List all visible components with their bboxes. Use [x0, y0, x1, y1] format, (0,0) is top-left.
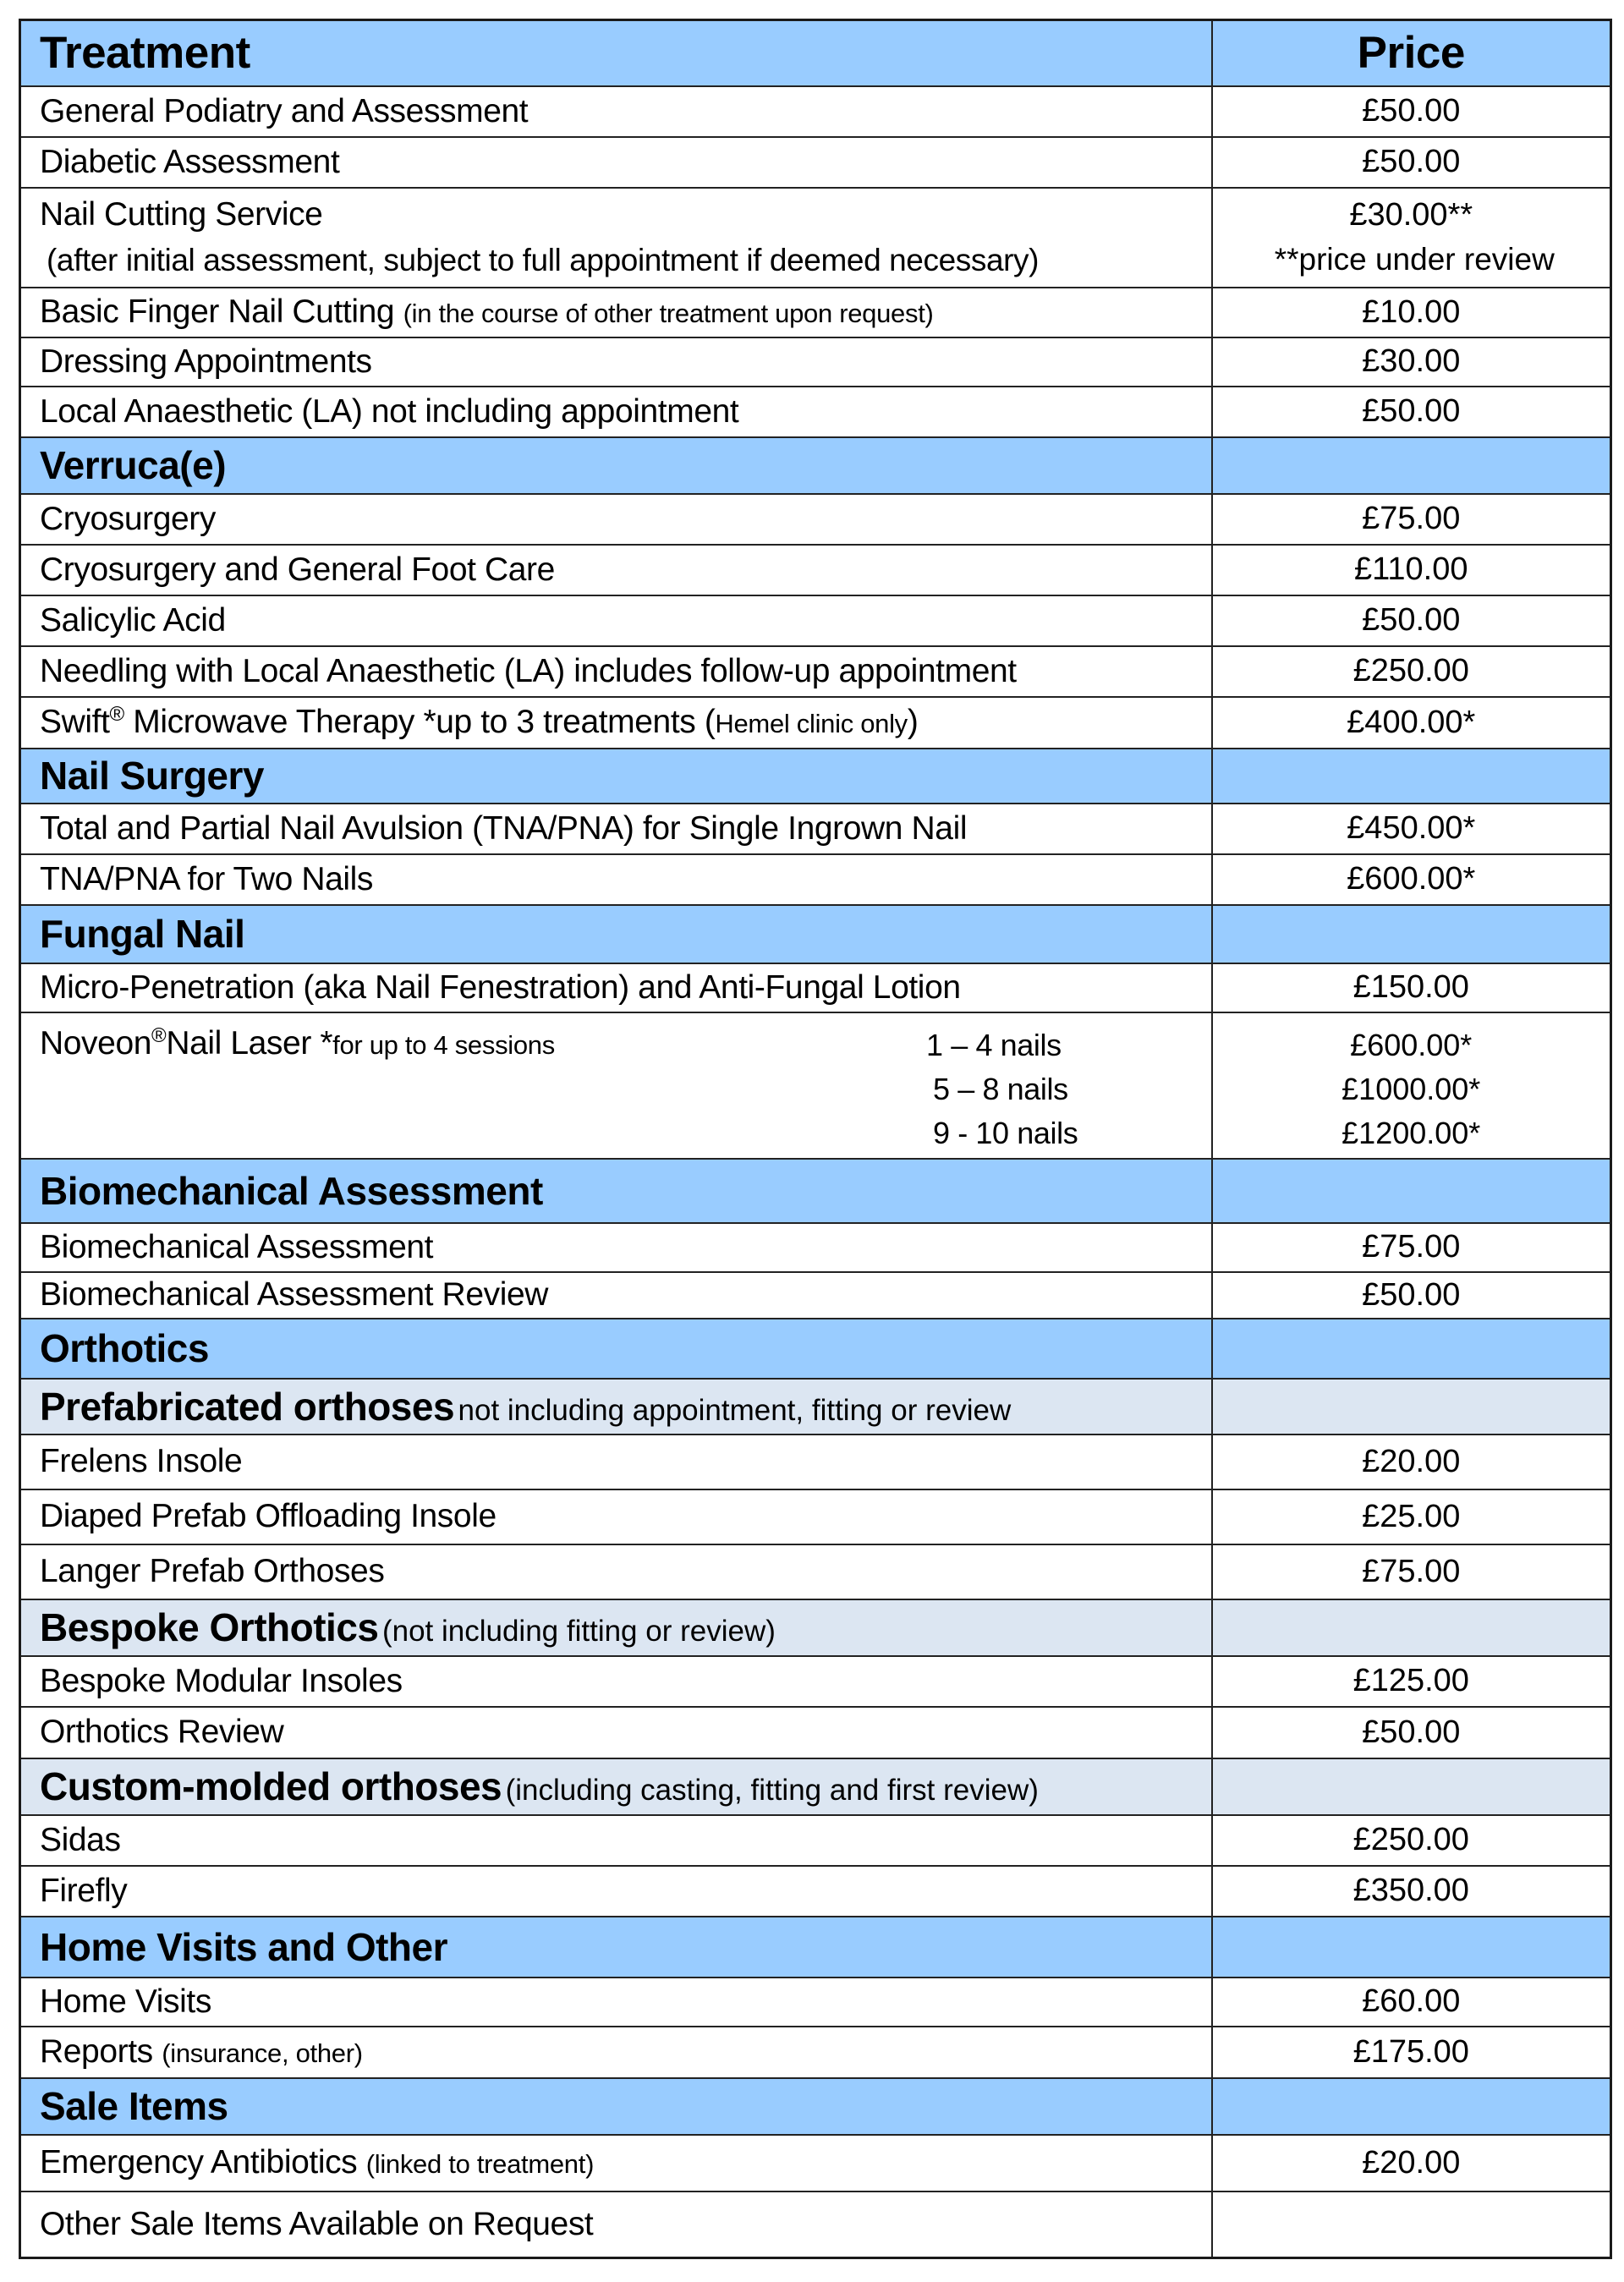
treatment-price: £50.00 [1212, 595, 1611, 646]
treatment-name: Firefly [20, 1866, 1212, 1917]
treatment-name: Diabetic Assessment [20, 137, 1212, 188]
treatment-note: Hemel clinic only [715, 709, 908, 738]
treatment-name: Noveon [40, 1024, 152, 1061]
table-row [20, 288, 1611, 337]
section-price-empty [1212, 1379, 1611, 1434]
tier-label: 9 - 10 nails [933, 1115, 1078, 1150]
treatment-price: £20.00 [1212, 2135, 1611, 2191]
section-price-empty [1212, 1159, 1611, 1223]
treatment-price: £150.00 [1212, 963, 1611, 1012]
treatment-price: £600.00* [1212, 854, 1611, 905]
treatment-price: £110.00 [1212, 545, 1611, 595]
treatment-name: Nail Cutting Service [40, 196, 323, 233]
treatment-name: Biomechanical Assessment [20, 1223, 1212, 1272]
tier-label: 1 – 4 nails [926, 1027, 1062, 1062]
table-row [20, 1656, 1611, 1707]
treatment-name: Langer Prefab Orthoses [20, 1544, 1212, 1599]
section-header-orthotics [20, 1319, 1611, 1379]
treatment-name: Other Sale Items Available on Request [20, 2191, 1212, 2258]
treatment-name: TNA/PNA for Two Nails [20, 854, 1212, 905]
treatment-note: (linked to treatment) [365, 2149, 595, 2179]
section-title: Fungal Nail [20, 905, 1212, 963]
treatment-price: £10.00 [1212, 288, 1611, 337]
treatment-name: Basic Finger Nail Cutting [40, 293, 395, 330]
tier-prices [1212, 1012, 1611, 1159]
treatment-name: Local Anaesthetic (LA) not including appointment [20, 387, 1212, 437]
section-price-empty [1212, 1599, 1611, 1656]
treatment-price: £75.00 [1212, 494, 1611, 545]
treatment-price: £50.00 [1212, 137, 1611, 188]
table-row [20, 2135, 1611, 2191]
subsection-header-prefabricated [20, 1379, 1611, 1434]
table-row [20, 1223, 1611, 1272]
treatment-price: £30.00** [1349, 197, 1473, 233]
treatment-price: £450.00* [1212, 804, 1611, 854]
treatment-price: £75.00 [1212, 1544, 1611, 1599]
treatment-cell [20, 188, 1212, 288]
treatment-name: Emergency Antibiotics [40, 2144, 358, 2181]
table-row [20, 1707, 1611, 1758]
table-row-noveon [20, 1012, 1611, 1159]
section-title: Nail Surgery [20, 749, 1212, 804]
subsection-header-bespoke [20, 1599, 1611, 1656]
treatment-name: Biomechanical Assessment Review [20, 1272, 1212, 1319]
table-row [20, 804, 1611, 854]
treatment-name-rest: Microwave Therapy *up to 3 treatments ( [123, 704, 716, 740]
treatment-note: for up to 4 sessions [332, 1029, 555, 1060]
table-row [20, 1866, 1611, 1917]
section-title: Verruca(e) [20, 437, 1212, 494]
section-title: Home Visits and Other [20, 1917, 1212, 1978]
treatment-price: £250.00 [1212, 1815, 1611, 1866]
section-header-sale-items [20, 2078, 1611, 2135]
treatment-name: Home Visits [20, 1978, 1212, 2027]
table-row [20, 137, 1611, 188]
table-row [20, 545, 1611, 595]
treatment-cell [20, 2135, 1212, 2191]
treatment-price: £30.00 [1212, 337, 1611, 387]
section-header-fungal-nail [20, 905, 1611, 963]
table-row [20, 697, 1611, 749]
table-row [20, 595, 1611, 646]
treatment-name-rest: Nail Laser * [166, 1024, 333, 1061]
subsection-header-custom-molded [20, 1758, 1611, 1815]
table-row [20, 1434, 1611, 1489]
table-row [20, 963, 1611, 1012]
close-paren: ) [907, 704, 919, 740]
treatment-price: £50.00 [1212, 387, 1611, 437]
table-row [20, 494, 1611, 545]
section-title: Biomechanical Assessment [20, 1159, 1212, 1223]
subsection-cell [20, 1599, 1212, 1656]
subsection-title: Prefabricated orthoses [40, 1384, 455, 1429]
section-price-empty [1212, 1917, 1611, 1978]
treatment-cell [20, 697, 1212, 749]
treatment-name: Cryosurgery and General Foot Care [20, 545, 1212, 595]
tier-price: £1200.00* [1341, 1115, 1481, 1150]
subsection-note: (not including fitting or review) [381, 1615, 776, 1648]
subsection-title: Bespoke Orthotics [40, 1605, 379, 1649]
subsection-cell [20, 1379, 1212, 1434]
section-price-empty [1212, 905, 1611, 963]
price-column-header: Price [1212, 20, 1611, 86]
section-price-empty [1212, 2078, 1611, 2135]
subsection-title: Custom-molded orthoses [40, 1764, 502, 1808]
tier-label: 5 – 8 nails [933, 1071, 1068, 1106]
table-row [20, 1815, 1611, 1866]
treatment-name: Swift [40, 704, 110, 740]
treatment-name: General Podiatry and Assessment [20, 86, 1212, 137]
price-note: **price under review [1274, 242, 1555, 277]
table-row [20, 1489, 1611, 1544]
treatment-price [1212, 2191, 1611, 2258]
price-cell [1212, 188, 1611, 288]
table-row [20, 188, 1611, 288]
section-title: Orthotics [20, 1319, 1212, 1379]
treatment-price: £125.00 [1212, 1656, 1611, 1707]
treatment-name: Sidas [20, 1815, 1212, 1866]
treatment-name: Reports [40, 2033, 153, 2070]
treatment-price: £60.00 [1212, 1978, 1611, 2027]
subsection-cell [20, 1758, 1212, 1815]
treatment-cell [20, 288, 1212, 337]
treatment-cell [20, 1012, 1212, 1159]
section-price-empty [1212, 1758, 1611, 1815]
table-row [20, 2191, 1611, 2258]
treatment-price: £50.00 [1212, 1707, 1611, 1758]
section-header-verruca [20, 437, 1611, 494]
treatment-price: £50.00 [1212, 1272, 1611, 1319]
treatment-column-header: Treatment [20, 20, 1212, 86]
table-row [20, 86, 1611, 137]
subsection-note: (including casting, fitting and first review) [505, 1774, 1039, 1807]
treatment-name: Salicylic Acid [20, 595, 1212, 646]
treatment-note: (in the course of other treatment upon request) [403, 299, 934, 328]
treatment-name: Needling with Local Anaesthetic (LA) includes follow-up appointment [20, 646, 1212, 697]
treatment-price: £400.00* [1212, 697, 1611, 749]
treatment-note: (insurance, other) [162, 2038, 363, 2068]
treatment-price: £175.00 [1212, 2027, 1611, 2078]
table-row [20, 387, 1611, 437]
nail-count-tiers [926, 1023, 1078, 1155]
section-price-empty [1212, 749, 1611, 804]
registered-mark: ® [109, 703, 124, 726]
treatment-price: £20.00 [1212, 1434, 1611, 1489]
table-row [20, 2027, 1611, 2078]
section-price-empty [1212, 437, 1611, 494]
tier-price: £600.00* [1350, 1027, 1473, 1062]
treatment-price: £50.00 [1212, 86, 1611, 137]
section-header-biomechanical [20, 1159, 1611, 1223]
treatment-name: Micro-Penetration (aka Nail Fenestration) and Anti-Fungal Lotion [20, 963, 1212, 1012]
table-row [20, 1272, 1611, 1319]
treatment-name: Bespoke Modular Insoles [20, 1656, 1212, 1707]
treatment-name: Cryosurgery [20, 494, 1212, 545]
section-price-empty [1212, 1319, 1611, 1379]
section-header-nail-surgery [20, 749, 1611, 804]
registered-mark: ® [151, 1023, 167, 1047]
section-title: Sale Items [20, 2078, 1212, 2135]
section-header-home-visits [20, 1917, 1611, 1978]
table-row [20, 1978, 1611, 2027]
treatment-name: Frelens Insole [20, 1434, 1212, 1489]
price-list-table [19, 19, 1612, 2259]
treatment-name: Total and Partial Nail Avulsion (TNA/PNA) for Single Ingrown Nail [20, 804, 1212, 854]
treatment-name: Dressing Appointments [20, 337, 1212, 387]
subsection-note: not including appointment, fitting or review [458, 1393, 1012, 1427]
tier-price: £1000.00* [1341, 1071, 1481, 1106]
table-row [20, 1544, 1611, 1599]
treatment-name: Orthotics Review [20, 1707, 1212, 1758]
treatment-cell [20, 2027, 1212, 2078]
treatment-price: £350.00 [1212, 1866, 1611, 1917]
table-row [20, 337, 1611, 387]
treatment-price: £250.00 [1212, 646, 1611, 697]
treatment-price: £75.00 [1212, 1223, 1611, 1272]
table-row [20, 646, 1611, 697]
treatment-note: (after initial assessment, subject to full appointment if deemed necessary) [47, 242, 1040, 277]
table-header-row [20, 20, 1611, 86]
table-row [20, 854, 1611, 905]
treatment-price: £25.00 [1212, 1489, 1611, 1544]
treatment-name: Diaped Prefab Offloading Insole [20, 1489, 1212, 1544]
